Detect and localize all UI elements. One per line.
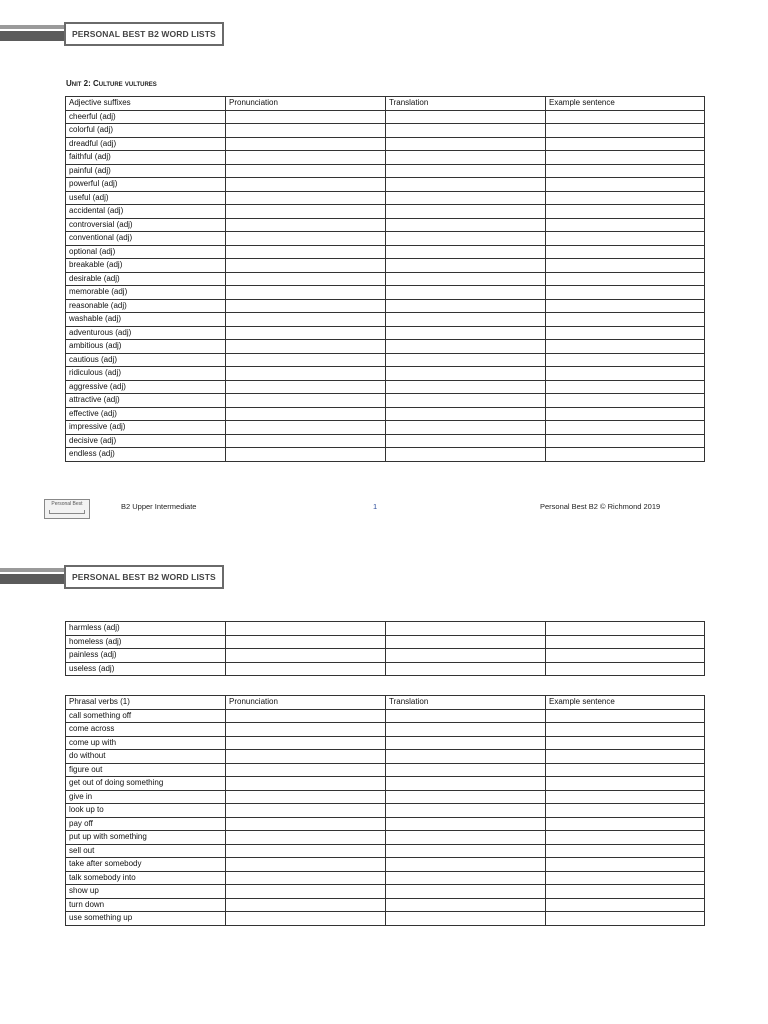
table-row <box>66 858 705 872</box>
translation-cell <box>386 871 546 885</box>
word-cell: sell out <box>66 844 226 858</box>
translation-cell <box>386 259 546 273</box>
word-cell: get out of doing something <box>66 777 226 791</box>
translation-cell <box>386 858 546 872</box>
translation-cell <box>386 831 546 845</box>
word-cell: use something up <box>66 912 226 926</box>
pronunciation-cell <box>226 777 386 791</box>
example-cell <box>546 709 705 723</box>
translation-cell <box>386 817 546 831</box>
word-cell: pay off <box>66 817 226 831</box>
example-cell <box>546 912 705 926</box>
table-row <box>66 353 705 367</box>
header-title-2: PERSONAL BEST B2 WORD LISTS <box>64 565 224 589</box>
word-cell: reasonable (adj) <box>66 299 226 313</box>
word-cell: put up with something <box>66 831 226 845</box>
table-row <box>66 299 705 313</box>
table-row <box>66 912 705 926</box>
translation-cell <box>386 299 546 313</box>
example-cell <box>546 871 705 885</box>
table-row <box>66 885 705 899</box>
publisher-logo <box>44 499 90 519</box>
example-cell <box>546 326 705 340</box>
word-cell: desirable (adj) <box>66 272 226 286</box>
translation-cell <box>386 232 546 246</box>
table-row <box>66 164 705 178</box>
translation-cell <box>386 218 546 232</box>
translation-cell <box>386 205 546 219</box>
word-cell: conventional (adj) <box>66 232 226 246</box>
example-cell <box>546 844 705 858</box>
translation-cell <box>386 635 546 649</box>
pronunciation-cell <box>226 151 386 165</box>
example-cell <box>546 191 705 205</box>
page-footer <box>0 497 768 521</box>
column-header: Example sentence <box>546 696 705 710</box>
adjective-suffixes-table <box>65 96 705 462</box>
table-row <box>66 898 705 912</box>
translation-cell <box>386 736 546 750</box>
header-stripe <box>0 25 64 29</box>
translation-cell <box>386 804 546 818</box>
table-row <box>66 635 705 649</box>
logo-text: Personal Best <box>51 501 83 507</box>
table-row <box>66 232 705 246</box>
table-row <box>66 191 705 205</box>
pronunciation-cell <box>226 232 386 246</box>
word-cell: optional (adj) <box>66 245 226 259</box>
logo-mark <box>49 510 85 514</box>
translation-cell <box>386 151 546 165</box>
pronunciation-cell <box>226 137 386 151</box>
table-row <box>66 313 705 327</box>
table-row <box>66 723 705 737</box>
example-cell <box>546 245 705 259</box>
table-row <box>66 367 705 381</box>
pronunciation-cell <box>226 912 386 926</box>
pronunciation-cell <box>226 218 386 232</box>
translation-cell <box>386 709 546 723</box>
example-cell <box>546 831 705 845</box>
translation-cell <box>386 353 546 367</box>
column-header: Adjective suffixes <box>66 97 226 111</box>
example-cell <box>546 380 705 394</box>
translation-cell <box>386 421 546 435</box>
pronunciation-cell <box>226 804 386 818</box>
translation-cell <box>386 898 546 912</box>
table-row <box>66 844 705 858</box>
word-cell: faithful (adj) <box>66 151 226 165</box>
translation-cell <box>386 448 546 462</box>
footer-page-number: 1 <box>373 502 378 511</box>
pronunciation-cell <box>226 885 386 899</box>
word-cell: come up with <box>66 736 226 750</box>
column-header: Phrasal verbs (1) <box>66 696 226 710</box>
pronunciation-cell <box>226 790 386 804</box>
pronunciation-cell <box>226 649 386 663</box>
table-row <box>66 326 705 340</box>
pronunciation-cell <box>226 871 386 885</box>
pronunciation-cell <box>226 394 386 408</box>
translation-cell <box>386 380 546 394</box>
pronunciation-cell <box>226 421 386 435</box>
header-stripe <box>0 568 64 572</box>
page-header-2 <box>0 565 218 589</box>
pronunciation-cell <box>226 205 386 219</box>
example-cell <box>546 448 705 462</box>
column-header: Translation <box>386 696 546 710</box>
table-row <box>66 137 705 151</box>
translation-cell <box>386 137 546 151</box>
pronunciation-cell <box>226 736 386 750</box>
example-cell <box>546 286 705 300</box>
pronunciation-cell <box>226 259 386 273</box>
translation-cell <box>386 622 546 636</box>
translation-cell <box>386 394 546 408</box>
word-cell: harmless (adj) <box>66 622 226 636</box>
table-row <box>66 407 705 421</box>
table-row <box>66 448 705 462</box>
word-cell: endless (adj) <box>66 448 226 462</box>
word-cell: talk somebody into <box>66 871 226 885</box>
word-cell: figure out <box>66 763 226 777</box>
table-row <box>66 831 705 845</box>
translation-cell <box>386 191 546 205</box>
translation-cell <box>386 649 546 663</box>
translation-cell <box>386 164 546 178</box>
translation-cell <box>386 407 546 421</box>
table-row <box>66 622 705 636</box>
word-cell: give in <box>66 790 226 804</box>
example-cell <box>546 777 705 791</box>
word-cell: ambitious (adj) <box>66 340 226 354</box>
pronunciation-cell <box>226 340 386 354</box>
word-cell: turn down <box>66 898 226 912</box>
translation-cell <box>386 313 546 327</box>
table-row <box>66 421 705 435</box>
example-cell <box>546 635 705 649</box>
word-cell: powerful (adj) <box>66 178 226 192</box>
example-cell <box>546 110 705 124</box>
table-row <box>66 110 705 124</box>
pronunciation-cell <box>226 299 386 313</box>
example-cell <box>546 421 705 435</box>
word-cell: show up <box>66 885 226 899</box>
word-cell: decisive (adj) <box>66 434 226 448</box>
translation-cell <box>386 763 546 777</box>
translation-cell <box>386 326 546 340</box>
translation-cell <box>386 272 546 286</box>
pronunciation-cell <box>226 407 386 421</box>
table-row <box>66 205 705 219</box>
example-cell <box>546 723 705 737</box>
example-cell <box>546 340 705 354</box>
table-row <box>66 394 705 408</box>
table-row <box>66 218 705 232</box>
example-cell <box>546 313 705 327</box>
example-cell <box>546 763 705 777</box>
example-cell <box>546 750 705 764</box>
phrasal-verbs-table <box>65 695 705 926</box>
word-cell: controversial (adj) <box>66 218 226 232</box>
example-cell <box>546 885 705 899</box>
example-cell <box>546 259 705 273</box>
example-cell <box>546 232 705 246</box>
pronunciation-cell <box>226 178 386 192</box>
example-cell <box>546 804 705 818</box>
word-cell: attractive (adj) <box>66 394 226 408</box>
word-cell: cautious (adj) <box>66 353 226 367</box>
table-row <box>66 736 705 750</box>
pronunciation-cell <box>226 763 386 777</box>
table-row <box>66 649 705 663</box>
pronunciation-cell <box>226 272 386 286</box>
column-header: Example sentence <box>546 97 705 111</box>
pronunciation-cell <box>226 858 386 872</box>
pronunciation-cell <box>226 326 386 340</box>
example-cell <box>546 272 705 286</box>
pronunciation-cell <box>226 750 386 764</box>
example-cell <box>546 622 705 636</box>
pronunciation-cell <box>226 110 386 124</box>
example-cell <box>546 649 705 663</box>
translation-cell <box>386 367 546 381</box>
pronunciation-cell <box>226 124 386 138</box>
header-stripe <box>0 31 64 41</box>
pronunciation-cell <box>226 434 386 448</box>
translation-cell <box>386 662 546 676</box>
page-header <box>0 22 218 46</box>
example-cell <box>546 137 705 151</box>
word-cell: painful (adj) <box>66 164 226 178</box>
example-cell <box>546 898 705 912</box>
word-cell: come across <box>66 723 226 737</box>
translation-cell <box>386 790 546 804</box>
example-cell <box>546 367 705 381</box>
table-row <box>66 804 705 818</box>
word-cell: useful (adj) <box>66 191 226 205</box>
pronunciation-cell <box>226 367 386 381</box>
example-cell <box>546 394 705 408</box>
word-cell: impressive (adj) <box>66 421 226 435</box>
word-cell: take after somebody <box>66 858 226 872</box>
example-cell <box>546 858 705 872</box>
table-row <box>66 763 705 777</box>
header-title: PERSONAL BEST B2 WORD LISTS <box>64 22 224 46</box>
table-row <box>66 662 705 676</box>
pronunciation-cell <box>226 635 386 649</box>
header-stripe <box>0 574 64 584</box>
example-cell <box>546 662 705 676</box>
table-row <box>66 272 705 286</box>
example-cell <box>546 790 705 804</box>
translation-cell <box>386 434 546 448</box>
table-row <box>66 777 705 791</box>
word-cell: ridiculous (adj) <box>66 367 226 381</box>
pronunciation-cell <box>226 313 386 327</box>
translation-cell <box>386 286 546 300</box>
table-row <box>66 245 705 259</box>
pronunciation-cell <box>226 831 386 845</box>
translation-cell <box>386 245 546 259</box>
example-cell <box>546 151 705 165</box>
table-row <box>66 750 705 764</box>
word-cell: adventurous (adj) <box>66 326 226 340</box>
translation-cell <box>386 723 546 737</box>
pronunciation-cell <box>226 622 386 636</box>
pronunciation-cell <box>226 817 386 831</box>
pronunciation-cell <box>226 709 386 723</box>
word-cell: aggressive (adj) <box>66 380 226 394</box>
translation-cell <box>386 340 546 354</box>
footer-copyright: Personal Best B2 © Richmond 2019 <box>540 502 661 511</box>
table-header-row <box>66 97 705 111</box>
adjective-continued-table <box>65 621 705 676</box>
example-cell <box>546 164 705 178</box>
column-header: Translation <box>386 97 546 111</box>
translation-cell <box>386 124 546 138</box>
example-cell <box>546 218 705 232</box>
table-row <box>66 286 705 300</box>
table-row <box>66 151 705 165</box>
example-cell <box>546 178 705 192</box>
word-cell: washable (adj) <box>66 313 226 327</box>
example-cell <box>546 299 705 313</box>
pronunciation-cell <box>226 353 386 367</box>
example-cell <box>546 817 705 831</box>
table-row <box>66 790 705 804</box>
word-cell: homeless (adj) <box>66 635 226 649</box>
unit-title: Unit 2: Culture vultures <box>66 79 157 88</box>
footer-level: B2 Upper Intermediate <box>121 502 197 511</box>
pronunciation-cell <box>226 245 386 259</box>
example-cell <box>546 353 705 367</box>
example-cell <box>546 407 705 421</box>
word-cell: call something off <box>66 709 226 723</box>
table-row <box>66 178 705 192</box>
pronunciation-cell <box>226 898 386 912</box>
pronunciation-cell <box>226 380 386 394</box>
table-row <box>66 124 705 138</box>
translation-cell <box>386 777 546 791</box>
table-row <box>66 871 705 885</box>
word-cell: dreadful (adj) <box>66 137 226 151</box>
pronunciation-cell <box>226 191 386 205</box>
word-cell: effective (adj) <box>66 407 226 421</box>
translation-cell <box>386 912 546 926</box>
word-cell: painless (adj) <box>66 649 226 663</box>
word-cell: cheerful (adj) <box>66 110 226 124</box>
table-header-row <box>66 696 705 710</box>
word-cell: look up to <box>66 804 226 818</box>
translation-cell <box>386 844 546 858</box>
translation-cell <box>386 750 546 764</box>
table-row <box>66 380 705 394</box>
pronunciation-cell <box>226 662 386 676</box>
pronunciation-cell <box>226 286 386 300</box>
translation-cell <box>386 178 546 192</box>
column-header: Pronunciation <box>226 97 386 111</box>
table-row <box>66 434 705 448</box>
table-row <box>66 817 705 831</box>
word-cell: breakable (adj) <box>66 259 226 273</box>
word-cell: do without <box>66 750 226 764</box>
word-cell: colorful (adj) <box>66 124 226 138</box>
word-cell: accidental (adj) <box>66 205 226 219</box>
table-row <box>66 259 705 273</box>
example-cell <box>546 434 705 448</box>
translation-cell <box>386 885 546 899</box>
table-row <box>66 709 705 723</box>
column-header: Pronunciation <box>226 696 386 710</box>
example-cell <box>546 205 705 219</box>
word-cell: useless (adj) <box>66 662 226 676</box>
pronunciation-cell <box>226 448 386 462</box>
table-row <box>66 340 705 354</box>
example-cell <box>546 124 705 138</box>
word-cell: memorable (adj) <box>66 286 226 300</box>
pronunciation-cell <box>226 164 386 178</box>
pronunciation-cell <box>226 723 386 737</box>
pronunciation-cell <box>226 844 386 858</box>
translation-cell <box>386 110 546 124</box>
example-cell <box>546 736 705 750</box>
